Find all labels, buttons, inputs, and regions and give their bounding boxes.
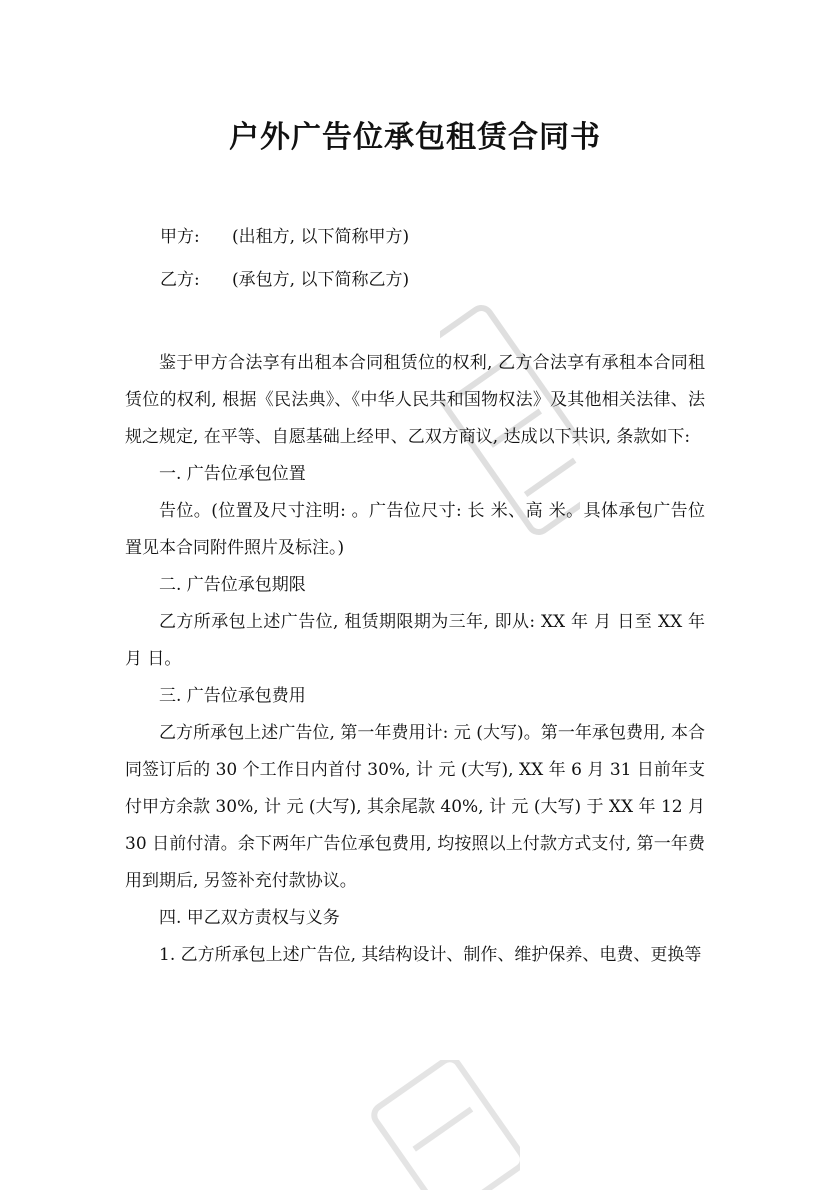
section-3-paragraph: 乙方所承包上述广告位, 第一年费用计: 元 (大写)。第一年承包费用, 本合同签订后的 30 个工作日内首付 30%, 计 元 (大写), XX 年 6 月 31 日前年支付甲方余款 30%, 计 元 (大写), 其余尾款 40%, 计 元 (大写) 于 XX 年 12 月 30 日前付清。余下两年广告位承包费用, 均按照以上付款方式支付, 第一年费用到期后, 另签补充付款协议。 — [125, 723, 705, 891]
party-a-label: 甲方: — [160, 227, 200, 247]
section-heading-1: 一. 广告位承包位置 — [159, 464, 306, 484]
party-a-desc: (出租方, 以下简称甲方) — [232, 227, 410, 247]
contract-body — [125, 345, 705, 974]
party-b-label: 乙方: — [160, 270, 200, 290]
section-1-paragraph: 告位。(位置及尺寸注明: 。广告位尺寸: 长 米、高 米。具体承包广告位置见本合同附件照片及标注。) — [125, 501, 705, 558]
section-heading-3: 三. 广告位承包费用 — [159, 686, 306, 706]
party-b-line — [160, 265, 409, 290]
watermark-logo-bottom — [360, 1060, 520, 1190]
party-a-line — [160, 222, 409, 247]
section-4-item-1: 1. 乙方所承包上述广告位, 其结构设计、制作、维护保养、电费、更换等 — [159, 945, 702, 965]
party-b-desc: (承包方, 以下简称乙方) — [232, 270, 410, 290]
section-heading-4: 四. 甲乙双方责权与义务 — [159, 908, 340, 928]
preamble-paragraph: 鉴于甲方合法享有出租本合同租赁位的权利, 乙方合法享有承租本合同租赁位的权利, 根据《民法典》、《中华人民共和国物权法》及其他相关法律、法规之规定, 在平等、自愿基础上经甲、乙双方商议, 达成以下共识, 条款如下: — [125, 353, 705, 447]
section-2-paragraph: 乙方所承包上述广告位, 租赁期限期为三年, 即从: XX 年 月 日至 XX 年 月 日。 — [125, 612, 705, 669]
document-title: 户外广告位承包租赁合同书 — [229, 120, 601, 155]
section-heading-2: 二. 广告位承包期限 — [159, 575, 306, 595]
